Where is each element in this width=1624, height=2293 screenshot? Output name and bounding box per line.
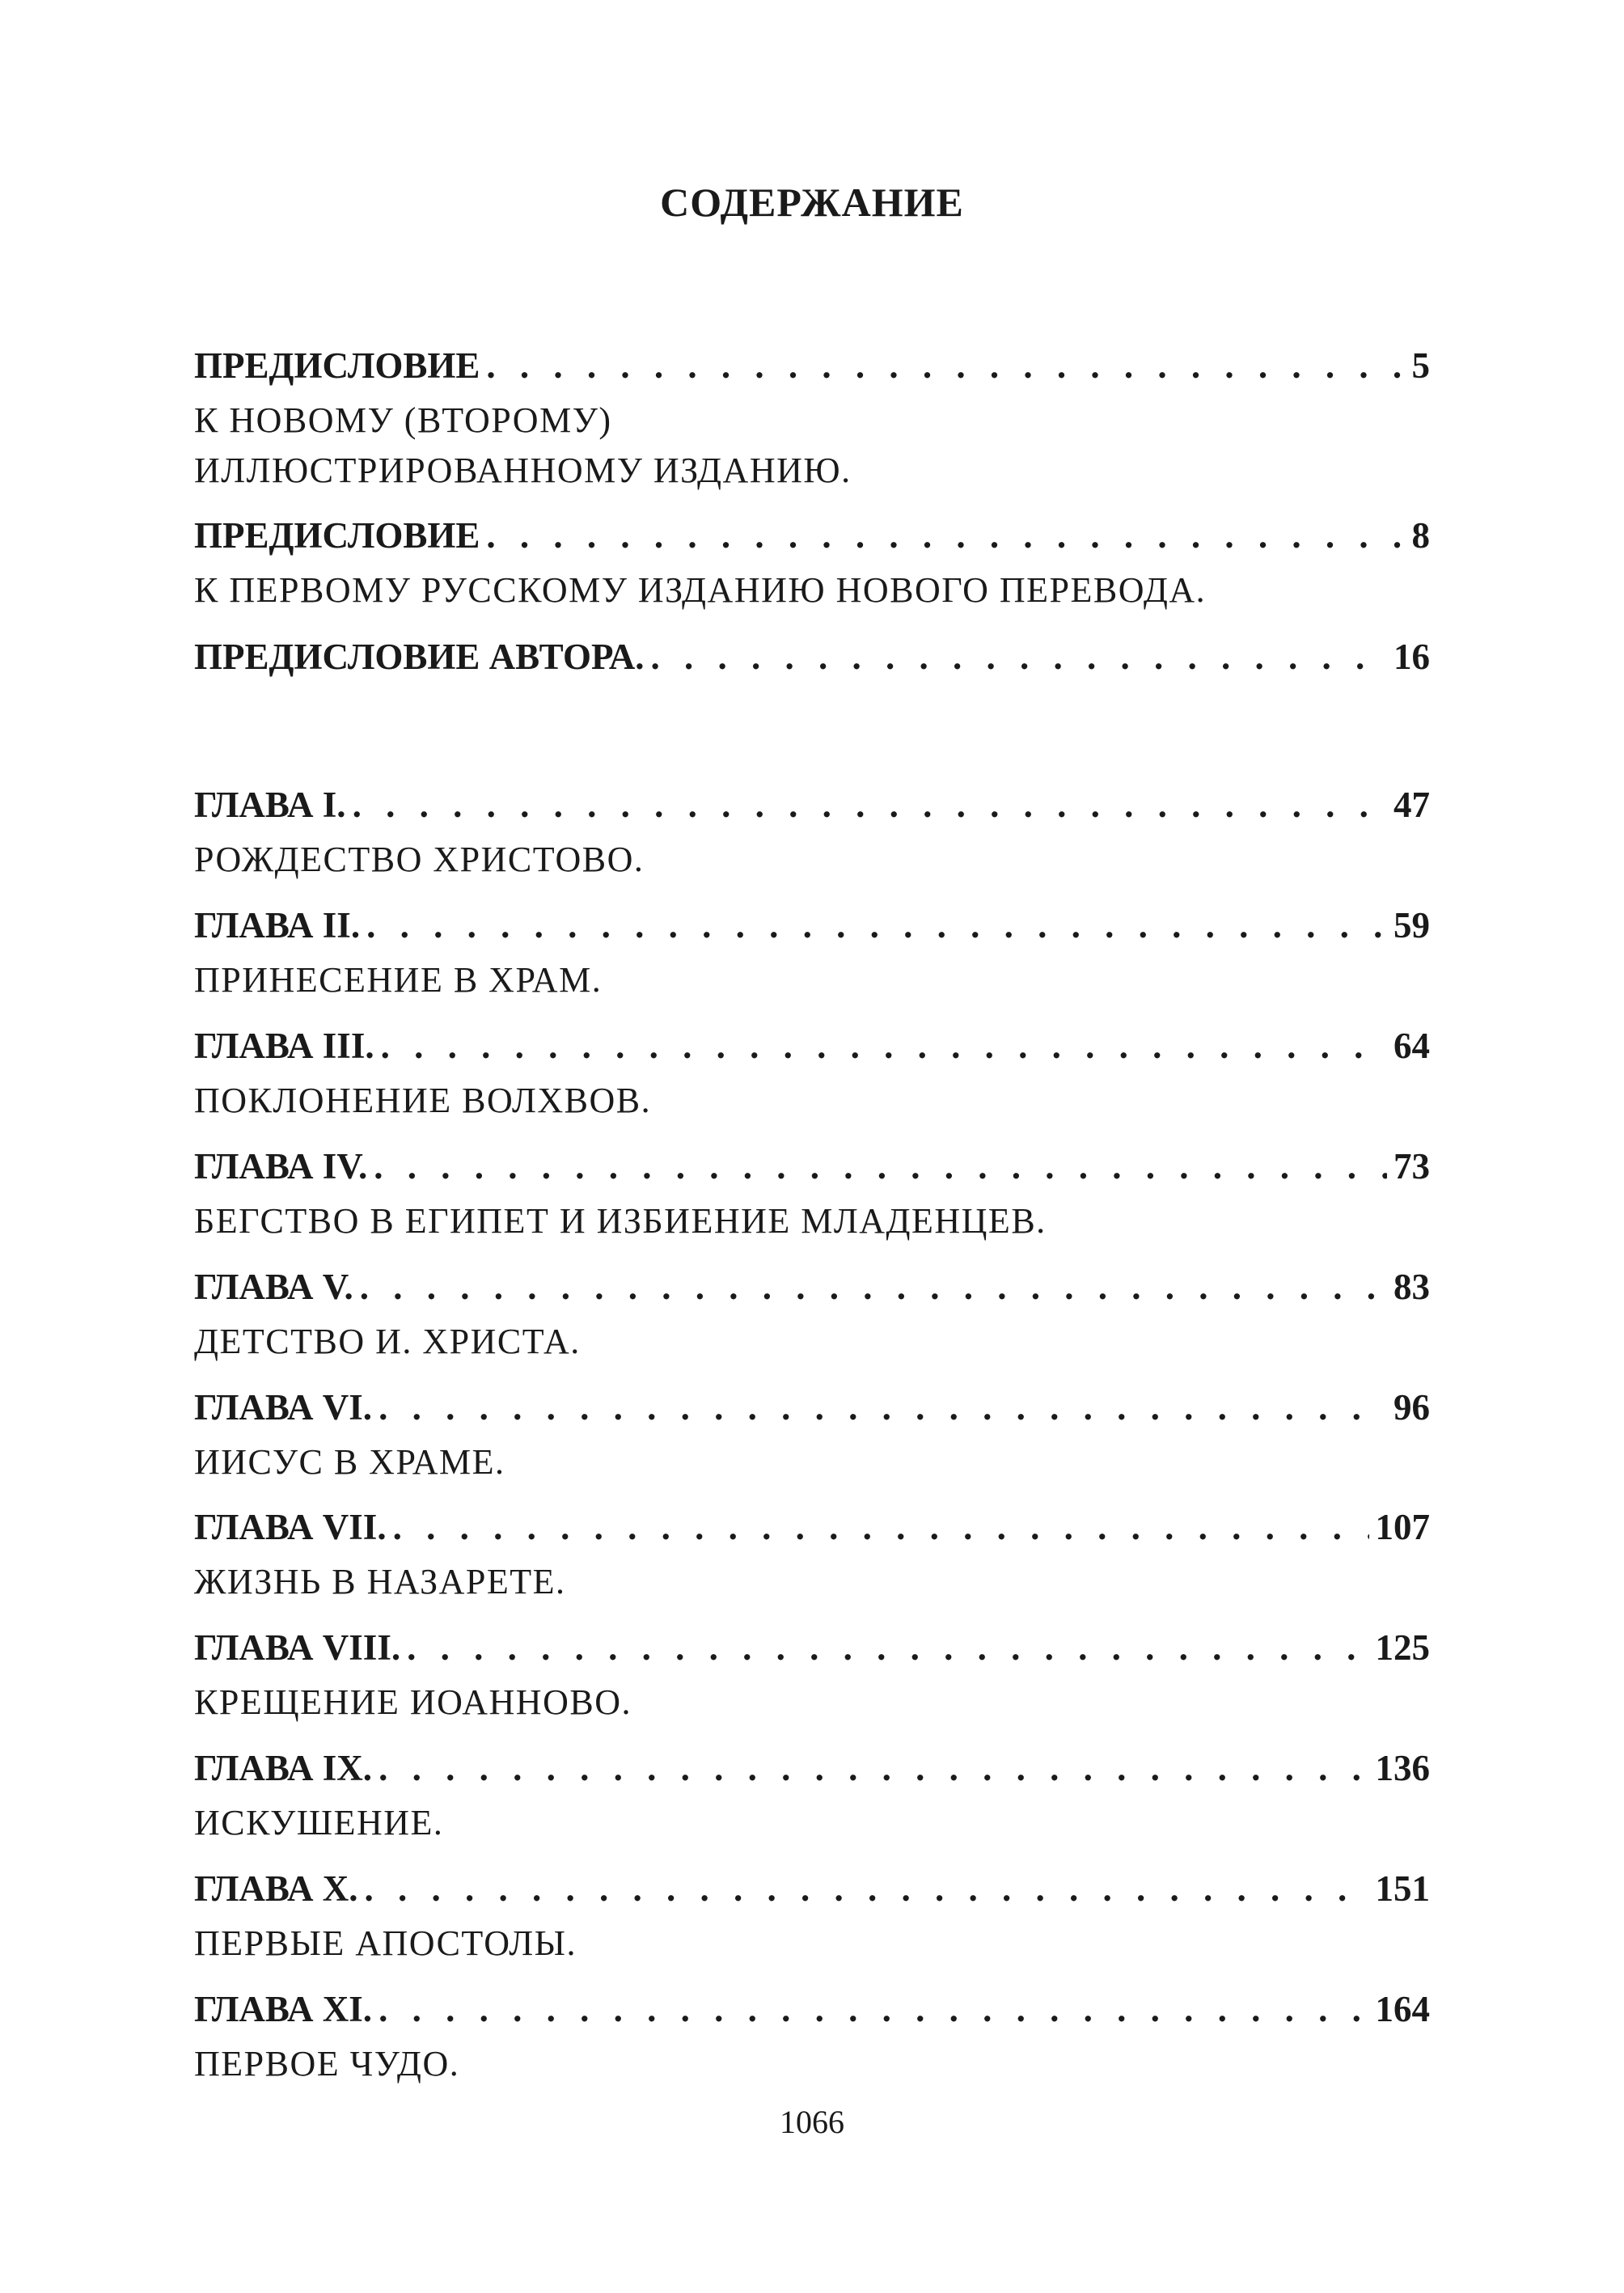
toc-entry-label: ПРЕДИСЛОВИЕ АВТОРА. — [194, 637, 645, 677]
dot-leader — [353, 787, 1387, 823]
dot-leader — [486, 518, 1405, 554]
page-number: 1066 — [780, 2104, 844, 2140]
toc-entry-preface-first-edition[interactable] — [194, 515, 1430, 616]
toc-entry-subtitle-line: ПОКЛОНЕНИЕ ВОЛХВОВ. — [194, 1081, 652, 1120]
toc-entry-heading — [194, 1750, 1430, 1787]
toc-entry-label: ГЛАВА V. — [194, 1267, 353, 1307]
toc-entry-subtitle-line: К НОВОМУ (ВТОРОМУ) — [194, 400, 612, 440]
toc-entry-chapter-9[interactable] — [194, 1750, 1430, 1848]
toc-entry-subtitle-line: ПРИНЕСЕНИЕ В ХРАМ. — [194, 960, 603, 1000]
toc-entry-heading — [194, 1028, 1430, 1064]
toc-entry-label: ГЛАВА IV. — [194, 1146, 368, 1187]
toc-entry-chapter-3[interactable] — [194, 1028, 1430, 1126]
toc-entry-page: 16 — [1394, 637, 1430, 677]
toc-entry-page: 151 — [1375, 1868, 1430, 1909]
toc-entry-subtitle-line: ПЕРВЫЕ АПОСТОЛЫ. — [194, 1923, 577, 1963]
dot-leader — [379, 1991, 1368, 2028]
toc-entry-heading — [194, 1627, 1430, 1668]
toc-entry-subtitle — [194, 2039, 1430, 2089]
toc-entry-page: 59 — [1394, 905, 1430, 946]
toc-entry-chapter-1[interactable] — [194, 787, 1430, 885]
toc-entry-author-preface[interactable] — [194, 639, 1430, 675]
toc-entry-subtitle — [194, 835, 1430, 885]
toc-entry-heading — [194, 1991, 1430, 2028]
dot-leader — [393, 1509, 1369, 1546]
toc-entry-page: 136 — [1375, 1748, 1430, 1788]
toc-entry-chapter-11[interactable] — [194, 1991, 1430, 2089]
toc-entry-subtitle — [194, 1437, 1430, 1487]
toc-entry-page: 73 — [1394, 1146, 1430, 1187]
toc-entry-page: 5 — [1411, 345, 1430, 386]
toc-entry-heading — [194, 1387, 1430, 1428]
page-title: СОДЕРЖАНИЕ — [660, 180, 964, 225]
toc-entry-label: ПРЕДИСЛОВИЕ — [194, 345, 480, 386]
toc-entry-subtitle-line: ЖИЗНЬ В НАЗАРЕТЕ. — [194, 1562, 566, 1601]
dot-leader — [365, 1871, 1369, 1907]
toc-entry-subtitle-line: ИИСУС В ХРАМЕ. — [194, 1442, 505, 1482]
toc-entry-page: 64 — [1394, 1026, 1430, 1066]
toc-entry-heading — [194, 1146, 1430, 1187]
toc-entry-label: ГЛАВА VI. — [194, 1387, 373, 1428]
toc-entry-heading — [194, 787, 1430, 823]
toc-entry-label: ГЛАВА VIII. — [194, 1627, 401, 1668]
toc-entry-subtitle — [194, 955, 1430, 1005]
dot-leader — [381, 1028, 1387, 1064]
toc-entry-heading — [194, 1868, 1430, 1909]
toc-entry-subtitle — [194, 1919, 1430, 1969]
toc-entry-label: ГЛАВА I. — [194, 785, 346, 825]
toc-entry-subtitle — [194, 1798, 1430, 1848]
toc-entry-subtitle — [194, 1677, 1430, 1728]
toc-entry-chapter-8[interactable] — [194, 1627, 1430, 1728]
toc-entry-subtitle — [194, 396, 1430, 496]
toc-entry-subtitle — [194, 1557, 1430, 1607]
toc-entry-chapter-10[interactable] — [194, 1868, 1430, 1969]
toc-entry-preface-new-edition[interactable] — [194, 345, 1430, 496]
toc-entry-chapter-2[interactable] — [194, 907, 1430, 1005]
toc-entry-page: 96 — [1394, 1387, 1430, 1428]
toc-entry-subtitle-line: ДЕТСТВО И. ХРИСТА. — [194, 1322, 581, 1361]
toc-entry-heading — [194, 639, 1430, 675]
toc-entry-heading — [194, 515, 1430, 556]
toc-entry-page: 47 — [1394, 785, 1430, 825]
toc-entry-heading — [194, 907, 1430, 944]
dot-leader — [486, 348, 1405, 384]
dot-leader — [379, 1390, 1387, 1426]
toc-entry-subtitle-line: К ПЕРВОМУ РУССКОМУ ИЗДАНИЮ НОВОГО ПЕРЕВОДА. — [194, 570, 1207, 610]
toc-entry-chapter-6[interactable] — [194, 1387, 1430, 1487]
dot-leader — [366, 907, 1387, 944]
dot-leader — [374, 1149, 1387, 1185]
toc-entry-chapter-5[interactable] — [194, 1269, 1430, 1367]
toc-entry-label: ГЛАВА IX. — [194, 1748, 373, 1788]
toc-entry-label: ГЛАВА VII. — [194, 1507, 387, 1547]
dot-leader — [360, 1269, 1387, 1305]
toc-entry-subtitle-line: РОЖДЕСТВО ХРИСТОВО. — [194, 840, 645, 879]
dot-leader — [407, 1630, 1368, 1666]
toc-entry-label: ГЛАВА X. — [194, 1868, 358, 1909]
toc-entry-heading — [194, 1269, 1430, 1305]
toc-entry-subtitle — [194, 565, 1430, 616]
dot-leader — [650, 639, 1387, 675]
toc-entry-heading — [194, 1509, 1430, 1546]
toc-entry-page: 8 — [1411, 515, 1430, 556]
toc-entry-heading — [194, 345, 1430, 386]
toc-entry-label: ГЛАВА XI. — [194, 1989, 373, 2029]
dot-leader — [379, 1750, 1368, 1787]
toc-entry-label: ГЛАВА II. — [194, 905, 361, 946]
toc-entry-page: 107 — [1375, 1507, 1430, 1547]
toc-entry-subtitle-line: ПЕРВОЕ ЧУДО. — [194, 2044, 460, 2084]
toc-entry-page: 164 — [1375, 1989, 1430, 2029]
toc-entry-subtitle-line: КРЕЩЕНИЕ ИОАННОВО. — [194, 1682, 632, 1722]
toc-entry-subtitle — [194, 1317, 1430, 1367]
toc-entry-subtitle-line: ИСКУШЕНИЕ. — [194, 1803, 444, 1842]
toc-entry-subtitle — [194, 1076, 1430, 1126]
toc-entry-page: 125 — [1375, 1627, 1430, 1668]
toc-entry-subtitle-line: ИЛЛЮСТРИРОВАННОМУ ИЗДАНИЮ. — [194, 451, 852, 490]
toc-entry-page: 83 — [1394, 1267, 1430, 1307]
toc-entry-label: ПРЕДИСЛОВИЕ — [194, 515, 480, 556]
toc-entry-chapter-4[interactable] — [194, 1146, 1430, 1246]
toc-entry-label: ГЛАВА III. — [194, 1026, 374, 1066]
toc-entry-subtitle-line: БЕГСТВО В ЕГИПЕТ И ИЗБИЕНИЕ МЛАДЕНЦЕВ. — [194, 1201, 1047, 1241]
toc-entry-chapter-7[interactable] — [194, 1509, 1430, 1607]
toc-entry-subtitle — [194, 1196, 1430, 1246]
